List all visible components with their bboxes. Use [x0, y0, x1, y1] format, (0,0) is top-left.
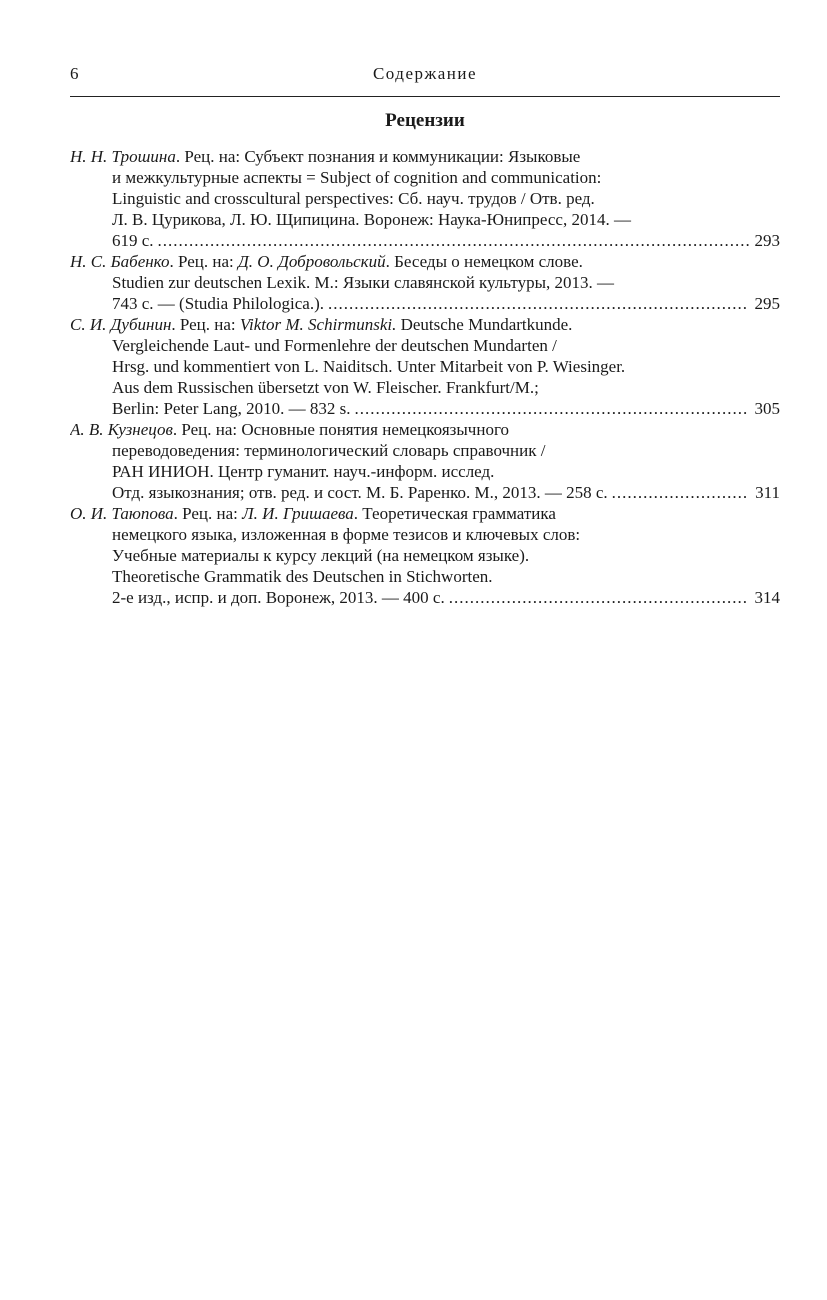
entry-author: О. И. Таюпова — [70, 504, 174, 523]
entry-line: немецкого языка, изложенная в форме тезисов и ключевых слов: — [112, 525, 581, 544]
entry-text: . Беседы о немецком слове. — [385, 252, 583, 271]
entry-text: Berlin: Peter Lang, 2010. — 832 s. — [112, 399, 351, 418]
entry-line: Vergleichende Laut- und Formenlehre der deutschen Mundarten / — [112, 336, 557, 355]
dot-leader — [449, 587, 749, 608]
entry-page-number: 293 — [754, 231, 780, 250]
toc-entry[interactable] — [70, 314, 780, 419]
entry-line: Учебные материалы к курсу лекций (на немецком языке). — [112, 546, 530, 565]
entry-line: Linguistic and crosscultural perspectives: Сб. науч. трудов / Отв. ред. — [112, 189, 595, 208]
entry-line: Theoretische Grammatik des Deutschen in Stichworten. — [112, 567, 493, 586]
entry-first-line — [70, 314, 780, 335]
page-number: 6 — [70, 64, 79, 83]
entry-first-line — [70, 251, 780, 272]
toc-entry[interactable] — [70, 503, 780, 608]
entry-last-line — [70, 398, 780, 419]
entry-author: Н. С. Бабенко — [70, 252, 170, 271]
entry-line: Aus dem Russischen übersetzt von W. Fleischer. Frankfurt/M.; — [112, 378, 539, 397]
section-title: Рецензии — [385, 110, 465, 131]
entry-line: переводоведения: терминологический словарь справочник / — [112, 441, 546, 460]
header-rule — [70, 96, 780, 97]
entry-line: Studien zur deutschen Lexik. М.: Языки славянской культуры, 2013. — — [112, 273, 615, 292]
entry-line: Л. В. Цурикова, Л. Ю. Щипицина. Воронеж: Наука-Юнипресс, 2014. — — [112, 210, 631, 229]
reviewed-author: Л. И. Гришаева — [242, 504, 354, 523]
entry-line: РАН ИНИОН. Центр гуманит. науч.-информ. исслед. — [112, 462, 495, 481]
entry-last-line — [70, 482, 780, 503]
entry-author: А. В. Кузнецов — [70, 420, 173, 439]
toc-entry[interactable] — [70, 419, 780, 503]
toc-entries — [70, 146, 780, 608]
entry-last-line — [70, 230, 780, 251]
entry-page-number: 305 — [754, 399, 780, 418]
entry-text: . Теоретическая грамматика — [353, 504, 556, 523]
entry-page-number: 314 — [754, 588, 780, 607]
header-title: Содержание — [372, 64, 478, 83]
dot-leader — [612, 482, 750, 503]
dot-leader — [328, 293, 748, 314]
entry-text: 743 с. — (Studia Philologica.). — [112, 294, 325, 313]
toc-entry[interactable] — [70, 146, 780, 251]
running-header — [70, 64, 780, 88]
entry-text: . Рец. на: Субъект познания и коммуникации: Языковые — [175, 147, 581, 166]
entry-author: С. И. Дубинин — [70, 315, 172, 334]
entry-line: и межкультурные аспекты = Subject of cognition and communication: — [112, 168, 602, 187]
entry-first-line — [70, 503, 780, 524]
entry-text: . Рец. на: — [173, 504, 243, 523]
entry-text: . Рец. на: — [171, 315, 240, 334]
entry-text: 2-е изд., испр. и доп. Воронеж, 2013. — 400 с. — [112, 588, 445, 607]
entry-last-line — [70, 293, 780, 314]
entry-text: Отд. языкознания; отв. ред. и сост. М. Б. Раренко. М., 2013. — 258 с. — [112, 483, 608, 502]
toc-entry[interactable] — [70, 251, 780, 314]
entry-first-line — [70, 146, 780, 167]
entry-text: 619 с. — [112, 231, 154, 250]
reviewed-author: Д. О. Добровольский — [237, 252, 386, 271]
entry-text: . Рец. на: — [169, 252, 238, 271]
entry-page-number: 311 — [755, 483, 780, 502]
entry-line: Hrsg. und kommentiert von L. Naiditsch. Unter Mitarbeit von P. Wiesinger. — [112, 357, 626, 376]
reviewed-author: Viktor M. Schirmunski. — [239, 315, 397, 334]
entry-page-number: 295 — [754, 294, 780, 313]
entry-text: . Рец. на: Основные понятия немецкоязычного — [172, 420, 509, 439]
dot-leader — [158, 230, 749, 251]
entry-text: Deutsche Mundartkunde. — [396, 315, 573, 334]
entry-last-line — [70, 587, 780, 608]
dot-leader — [354, 398, 748, 419]
entry-first-line — [70, 419, 780, 440]
entry-author: Н. Н. Трошина — [70, 147, 176, 166]
